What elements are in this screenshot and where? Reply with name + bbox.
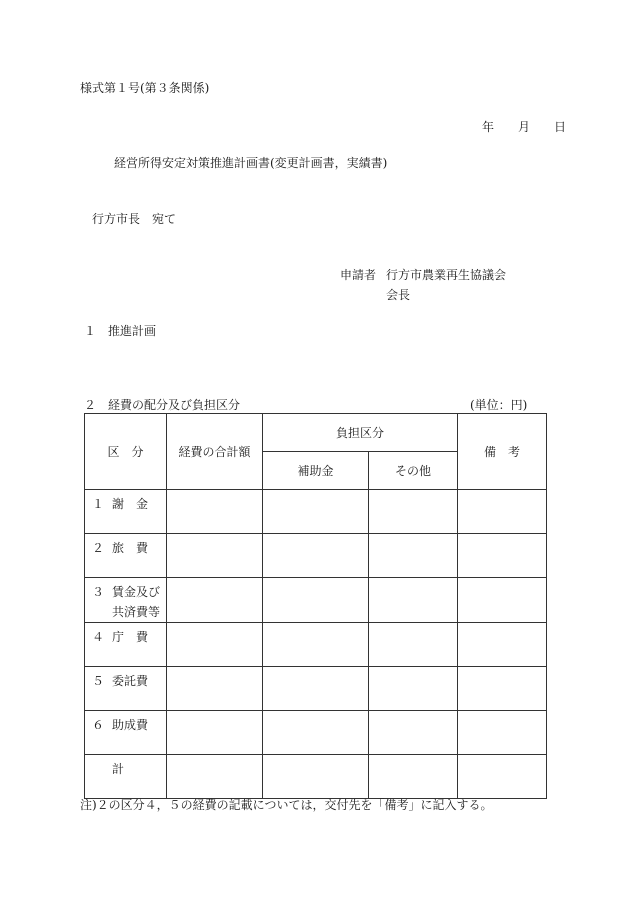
header-category: 区 分 [85,414,167,490]
total-cell [167,578,263,623]
row-label: ５ 委託費 [85,667,167,711]
remarks-cell [458,490,547,534]
header-other: その他 [369,452,458,490]
subsidy-cell [263,711,369,755]
section2-heading: ２ 経費の配分及び負担区分 [84,398,241,412]
remarks-cell [458,534,547,578]
table-row [85,623,547,667]
row-label: ６ 助成費 [85,711,167,755]
date-line: 年 月 日 [482,120,567,134]
unit-label: (単位：円) [470,398,528,412]
total-cell [167,711,263,755]
subsidy-cell [263,534,369,578]
applicant-organization: 行方市農業再生協議会 [386,268,507,282]
subsidy-cell [263,755,369,799]
row-label: ３ 賃金及び 共済費等 [85,578,167,623]
subsidy-cell [263,667,369,711]
other-cell [369,711,458,755]
table-row [85,490,547,534]
subsidy-cell [263,623,369,667]
remarks-cell [458,578,547,623]
other-cell [369,667,458,711]
row-label: ２ 旅 費 [85,534,167,578]
form-number: 様式第１号(第３条関係) [80,81,210,95]
subsidy-cell [263,578,369,623]
section1-heading: １ 推進計画 [84,324,157,338]
table-row [85,534,547,578]
header-subsidy: 補助金 [263,452,369,490]
table-row [85,711,547,755]
other-cell [369,755,458,799]
other-cell [369,578,458,623]
total-cell [167,755,263,799]
table-header-row [85,414,547,452]
other-cell [369,623,458,667]
row-label: ４ 庁 費 [85,623,167,667]
other-cell [369,534,458,578]
row-label: 計 [85,755,167,799]
other-cell [369,490,458,534]
header-remarks: 備 考 [458,414,547,490]
document-title: 経営所得安定対策推進計画書(変更計画書，実績書) [114,156,388,170]
table-total-row [85,755,547,799]
budget-table [84,413,547,799]
subsidy-cell [263,490,369,534]
total-cell [167,490,263,534]
table-row [85,578,547,623]
remarks-cell [458,623,547,667]
table-row [85,667,547,711]
remarks-cell [458,755,547,799]
remarks-cell [458,711,547,755]
row-label: １ 謝 金 [85,490,167,534]
header-burden: 負担区分 [263,414,458,452]
applicant-label: 申請者 [340,268,377,282]
total-cell [167,623,263,667]
remarks-cell [458,667,547,711]
header-total: 経費の合計額 [167,414,263,490]
total-cell [167,667,263,711]
applicant-position: 会長 [386,288,411,302]
total-cell [167,534,263,578]
footnote: 注)２の区分４，５の経費の記載については，交付先を「備考」に記入する。 [80,798,493,812]
addressee: 行方市長 宛て [92,212,177,226]
